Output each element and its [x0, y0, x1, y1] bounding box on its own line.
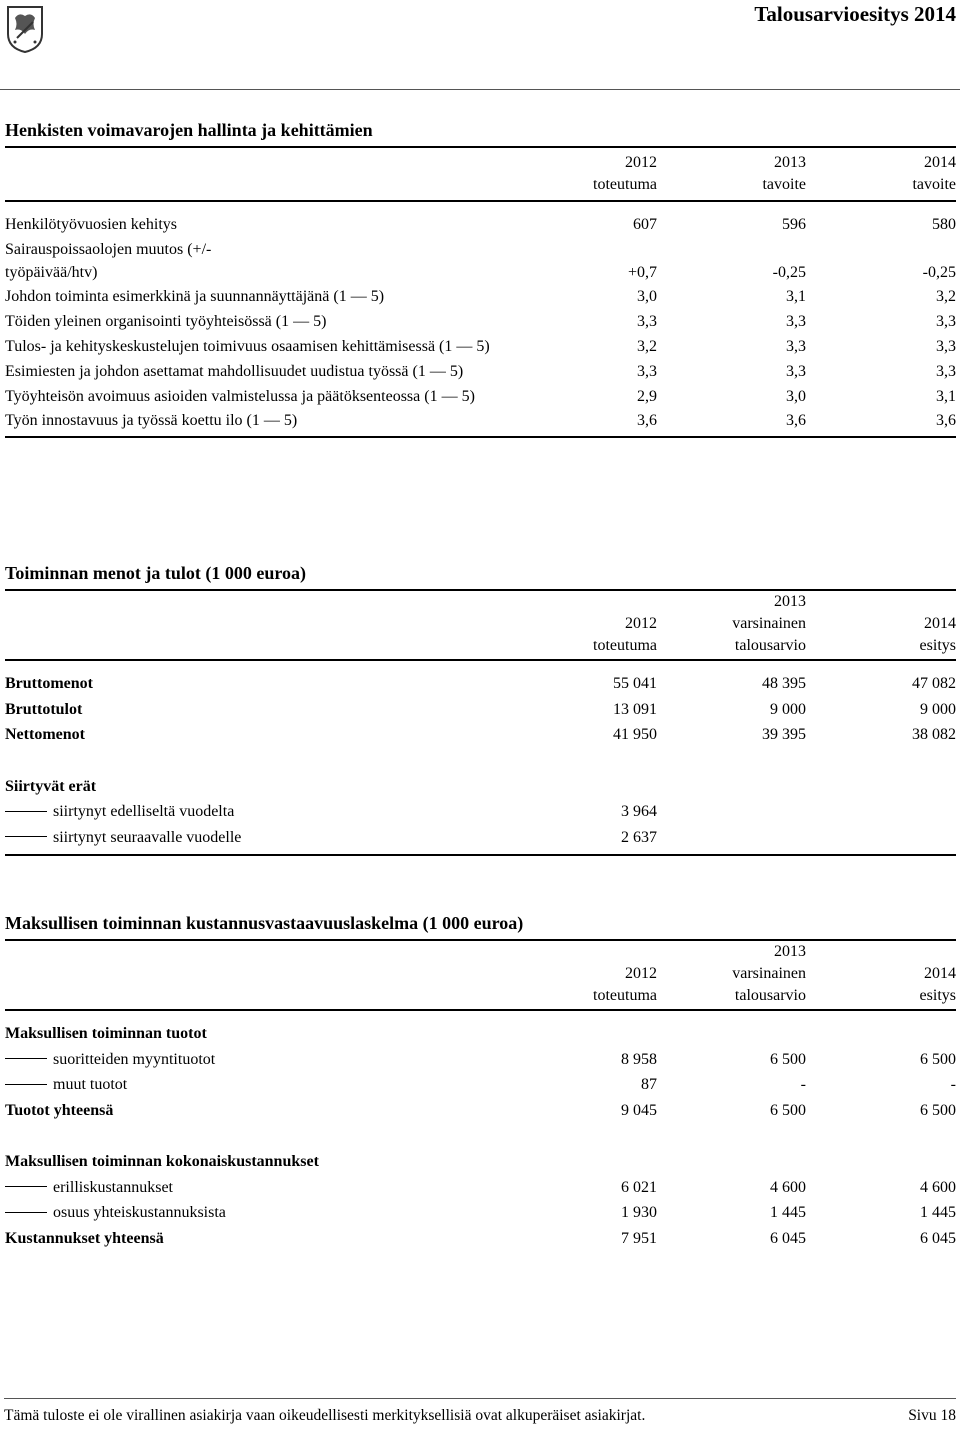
costs-heading: Maksullisen toiminnan kokonaiskustannukset	[5, 1153, 319, 1170]
dash-marker	[5, 1084, 47, 1085]
section-title: Henkisten voimavarojen hallinta ja kehittämien	[5, 118, 956, 148]
col-header-2013: 2013 tavoite	[762, 154, 806, 193]
col-header-2014: 2014 tavoite	[912, 154, 956, 193]
transfers-heading: Siirtyvät erät	[5, 777, 97, 795]
expenses-table-body	[5, 661, 956, 856]
table-row: Työyhteisön avoimuus asioiden valmistelussa ja päätöksenteossa (1 — 5) 2,9 3,0 3,1	[5, 387, 956, 405]
col-header-2014: 2014 esitys	[919, 615, 956, 654]
dash-marker	[5, 1212, 47, 1213]
coat-of-arms-logo	[5, 4, 45, 54]
col-header-2012: 2012 toteutuma	[593, 615, 657, 654]
col-header-2013: 2013 varsinainen talousarvio	[732, 593, 806, 654]
page-number: Sivu 18	[908, 1407, 956, 1424]
dash-marker	[5, 1058, 47, 1059]
col-header-2012: 2012 toteutuma	[593, 154, 657, 193]
table-row: erilliskustannukset 6 021 4 600 4 600	[5, 1175, 956, 1201]
table-row: Töiden yleinen organisointi työyhteisössä (1 — 5) 3,3 3,3 3,3	[5, 313, 956, 330]
dash-marker	[5, 1186, 47, 1187]
revenue-total-row: Tuotot yhteensä 9 045 6 500 6 500	[5, 1101, 956, 1119]
table-row: Henkilötyövuosien kehitys 607 596 580	[5, 216, 956, 233]
hr-table-body	[5, 202, 956, 438]
page-header	[0, 0, 960, 90]
table-row: Johdon toiminta esimerkkinä ja suunnannäyttäjänä (1 — 5) 3,0 3,1 3,2	[5, 287, 956, 305]
table-header	[5, 941, 956, 1011]
dash-marker	[5, 836, 47, 837]
footer-disclaimer: Tämä tuloste ei ole virallinen asiakirja vaan oikeudellisesti merkityksellisiä ovat alkuperäiset asiakirjat.	[4, 1407, 646, 1424]
table-row: siirtynyt seuraavalle vuodelle 2 637	[5, 825, 956, 855]
table-row: siirtynyt edelliseltä vuodelta 3 964	[5, 799, 956, 825]
col-header-2012: 2012 toteutuma	[593, 965, 657, 1004]
page-footer	[4, 1398, 956, 1425]
expenses-section	[5, 561, 956, 856]
cost-section	[5, 911, 956, 1251]
hr-section	[5, 118, 956, 438]
table-row: Tulos- ja kehityskeskustelujen toimivuus osaamisen kehittämisessä (1 — 5) 3,2 3,3 3,3	[5, 337, 956, 355]
table-row: suoritteiden myyntituotot 8 958 6 500 6 500	[5, 1047, 956, 1073]
document-title: Talousarvioesitys 2014	[754, 2, 956, 26]
section-title: Toiminnan menot ja tulot (1 000 euroa)	[5, 561, 956, 591]
table-row: Työn innostavuus ja työssä koettu ilo (1 — 5) 3,6 3,6 3,6	[5, 411, 956, 429]
table-row: muut tuotot 87 - -	[5, 1072, 956, 1098]
col-header-2014: 2014 esitys	[919, 965, 956, 1004]
table-row: Esimiesten ja johdon asettamat mahdollisuudet uudistua työssä (1 — 5) 3,3 3,3 3,3	[5, 362, 956, 380]
costs-total-row: Kustannukset yhteensä 7 951 6 045 6 045	[5, 1229, 956, 1247]
table-header	[5, 148, 956, 202]
col-header-2013: 2013 varsinainen talousarvio	[732, 943, 806, 1004]
cost-table-body	[5, 1011, 956, 1251]
table-row: Bruttomenot 55 041 48 395 47 082	[5, 675, 956, 692]
table-header	[5, 591, 956, 661]
dash-marker	[5, 811, 47, 812]
table-row: Bruttotulot 13 091 9 000 9 000	[5, 700, 956, 718]
table-row: Nettomenot 41 950 39 395 38 082	[5, 726, 956, 743]
table-row: osuus yhteiskustannuksista 1 930 1 445 1 445	[5, 1200, 956, 1226]
revenue-heading: Maksullisen toiminnan tuotot	[5, 1025, 207, 1042]
table-row: Sairauspoissaolojen muutos (+/- työpäivää/htv) +0,7 -0,25 -0,25	[5, 240, 956, 281]
section-title: Maksullisen toiminnan kustannusvastaavuuslaskelma (1 000 euroa)	[5, 911, 956, 941]
